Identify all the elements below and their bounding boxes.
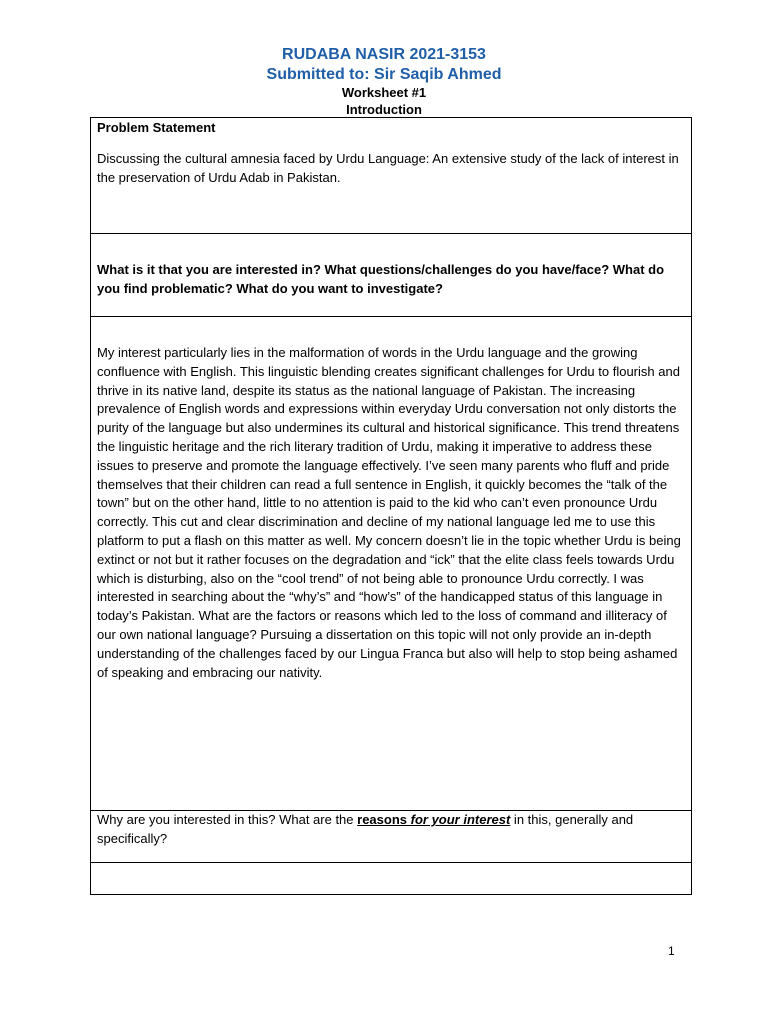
- student-name-id: RUDABA NASIR 2021-3153: [282, 46, 486, 63]
- why-before: Why are you interested in this? What are the: [97, 812, 358, 827]
- worksheet-title: Worksheet #1: [341, 85, 427, 100]
- page-number: 1: [668, 944, 675, 958]
- interest-answer-text: My interest particularly lies in the malformation of words in the Urdu language and the growing confluence with English. This linguistic blending creates significant challenges for Urdu to flourish and thrive in its native land, despite its status as the national language of Pakistan. The increasing prevalence of English words and expressions within everyday Urdu conversation not only distorts the purity of the language but also undermines its cultural and historical significance. This trend threatens the linguistic heritage and the rich literary tradition of Urdu, making it imperative to address these issues to preserve and promote the language effectively. I’ve seen many parents who fluff and pride themselves that their children can read a full sentence in English, it quickly becomes the “talk of the town” but on the other hand, little to no attention is paid to the kid who can’t even pronounce Urdu correctly. This cut and clear discrimination and decline of my national language led me to use this platform to put a flash on this matter as well. My concern doesn’t lie in the topic whether Urdu is being extinct or not but it rather focuses on the degradation and “ick” that the elite class feels towards Urdu which is disturbing, also on the “cool trend” of not being able to pronounce Urdu correctly. I was interested in searching about the “why’s” and “how’s” of the handicapped status of this language in today’s Pakistan. What are the factors or reasons which led to the loss of command and illiteracy of our own national language? Pursuing a dissertation on this topic will not only provide an in-depth understanding of the challenges faced by our Lingua Franca but also will help to stop being ashamed of speaking and embracing our nativity.: [97, 345, 681, 680]
- why-cell: [91, 811, 692, 863]
- why-question: [97, 811, 685, 849]
- section-title: Introduction: [346, 102, 422, 117]
- problem-statement-row: [91, 118, 692, 234]
- problem-statement-cell: [91, 118, 692, 234]
- answer-row-empty: [91, 863, 692, 895]
- why-interest-emphasis: for your interest: [410, 812, 511, 827]
- interest-cell: [91, 317, 692, 811]
- problem-statement-label: Problem Statement: [97, 120, 216, 135]
- why-after: in this, generally and specifically?: [97, 812, 634, 846]
- why-reasons-emphasis: reasons: [357, 812, 411, 827]
- worksheet-table: [90, 117, 692, 895]
- question-text: What is it that you are interested in? What questions/challenges do you have/face? What do you find problematic? What do you want to investigate?: [97, 262, 665, 296]
- problem-statement-text: Discussing the cultural amnesia faced by Urdu Language: An extensive study of the lack of interest in the preservation of Urdu Adab in Pakistan.: [97, 150, 679, 185]
- question-cell: [91, 234, 692, 317]
- answer-cell-empty: [91, 863, 692, 895]
- question-row: [91, 234, 692, 317]
- why-row: [91, 811, 692, 863]
- submitted-to: Submitted to: Sir Saqib Ahmed: [266, 66, 502, 83]
- interest-row: [91, 317, 692, 811]
